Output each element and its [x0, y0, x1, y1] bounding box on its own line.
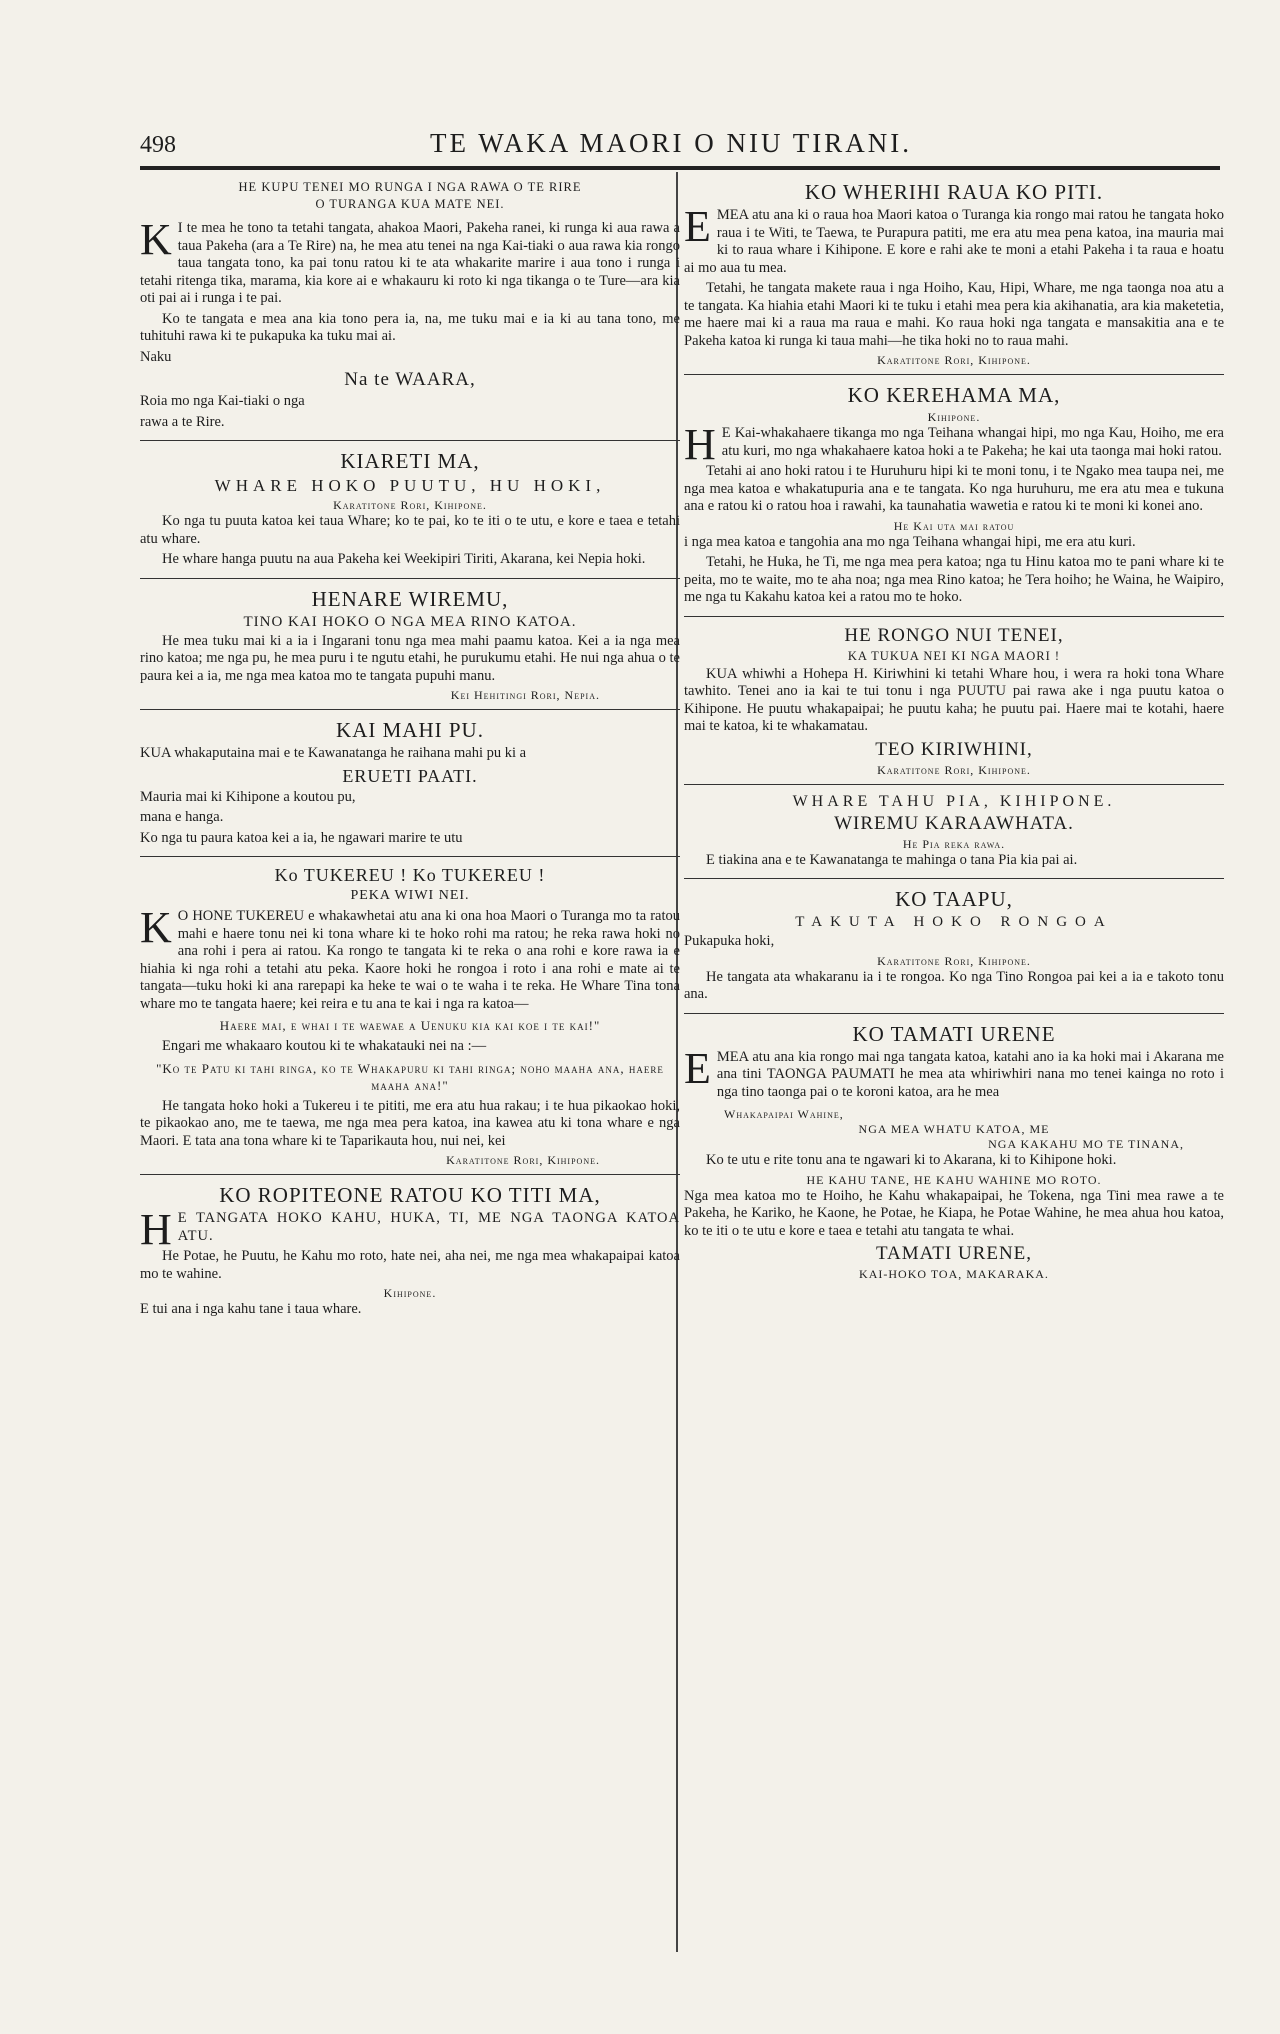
ad-title: KAI MAHI PU.	[336, 718, 484, 742]
ad-henare	[140, 579, 680, 711]
ad-address: Karatitone Rori, Kihipone.	[877, 953, 1031, 968]
ad-rongo	[684, 617, 1224, 785]
ad-paragraph: KUA whakaputaina mai e te Kawanatanga he raihana mahi pu ki a	[140, 745, 527, 761]
ad-kaimahi	[140, 710, 680, 857]
signature-name: Na te WAARA,	[344, 369, 476, 390]
notice-kupu	[140, 172, 680, 441]
ad-paragraph: Engari me whakaaro koutou ki te whakatauki nei na :—	[162, 1038, 487, 1054]
ad-subtitle: E TANGATA HOKO KAHU, HUKA, TI, ME NGA TAONGA KATOA ATU.	[177, 1210, 680, 1244]
ad-subhead: HE KAHU TANE, HE KAHU WAHINE MO ROTO.	[806, 1172, 1102, 1187]
ad-subtitle: KA TUKUA NEI KI NGA MAORI !	[847, 648, 1061, 663]
notice-paragraph: Ko te tangata e mea ana kia tono pera ia, na, me tuku mai e ia ki au tana tono, me tuhituhi rawa ki te pukapuka ka tuku mai ai.	[140, 310, 680, 344]
ad-address: Kihipone.	[927, 410, 981, 424]
ad-kiareti	[140, 441, 680, 579]
ad-subtitle: PEKA WIWI NEI.	[350, 888, 470, 903]
ad-title: KO KEREHAMA MA,	[847, 383, 1061, 407]
ad-address: KAI-HOKO TOA, MAKARAKA.	[859, 1267, 1049, 1281]
header-rule	[140, 166, 1220, 170]
ad-quote: Haere mai, e whai i te waewae a Uenuku kia kai koe i te kai!"	[219, 1018, 601, 1033]
ad-paragraph: Ko nga tu paura katoa kei a ia, he ngawari marire te utu	[140, 829, 463, 846]
ad-name: WIREMU KARAAWHATA.	[834, 812, 1074, 834]
ad-paragraph: E tui ana i nga kahu tane i taua whare.	[140, 1301, 362, 1317]
ad-paragraph: He Potae, he Puutu, he Kahu mo roto, hate nei, aha nei, me nga mea whakapaipai katoa mo te wahine.	[140, 1248, 680, 1282]
ad-paragraph: Nga mea katoa mo te Hoiho, he Kahu whakapaipai, he Tokena, nga Tini mea rawe a te Pakeha, he Kariko, he Kaone, he Potae, he Kiapa, he Potae Wahine, he mea ahua hou katoa, ko te iti o te utu e kore e taea e tetahi atu tangata te whai.	[684, 1187, 1224, 1239]
ad-paragraph: MEA atu ana ki o raua hoa Maori katoa o Turanga kia rongo mai ratou he tangata hoko raua i te Witi, te Taewa, te Purapura patiti, me era atu mea pena katoa, ina mauria mai ki to raua whare i Kihipone. E kore e rahi ake te moni a etahi Pakeha i ta raua e hoatu ai mo aua tu mea.	[684, 207, 1224, 276]
ad-subtitle: TAKUTA HOKO RONGOA	[795, 914, 1113, 930]
ad-paragraph: O HONE TUKEREU e whakawhetai atu ana ki ona hoa Maori o Turanga mo ta ratou mahi e haere tonu nei ki tona whare ki te hoko rohi ma ratou; he reka rawa hoki no ana rohi i pera ai ratou. Ka rongo te tangata ki te reka o ana rohi e kore rawa ia e hiahia ki nga rohi a tetahi atu peka. Kaore hoki he rongoa i roto i ana rohi e mate ai te tangata—tuku hoki ki ana rarepapi ka heke te wai o te waha i te reka. He Whare Tina tona whare mo te tangata haere; kei reira e tu ana te kai i nga ra katoa—	[140, 908, 680, 1012]
ad-title: KO ROPITEONE RATOU KO TITI MA,	[219, 1183, 601, 1207]
ad-subtitle: WHARE HOKO PUUTU, HU HOKI,	[214, 476, 606, 495]
notice-paragraph: I te mea he tono ta tetahi tangata, ahakoa Maori, Pakeha ranei, ki runga ki aua rawa a taua Pakeha (ara a Te Rire) na, he mea atu tenei na nga Kai-tiaki o aua rawa kia rongo taua tangata tono, ka pai tonu ratou ki te ata whakarite marire i aua tono i runga i tetahi ritenga tika, marama, kia kore ai e whakauru ki roto ki nga tikanga o te Ture—ara kia oti pai ai i runga i te pai.	[140, 220, 680, 306]
ad-title: HE RONGO NUI TENEI,	[844, 624, 1064, 646]
ad-paragraph: E tiakina ana e te Kawanatanga te mahinga o tana Pia kia pai ai.	[706, 851, 1078, 868]
page-header	[140, 128, 1220, 164]
ad-address: Karatitone Rori, Kihipone.	[333, 498, 487, 512]
ad-subhead: He Pia reka rawa.	[902, 836, 1006, 851]
ad-wherihi	[684, 172, 1224, 375]
ad-paragraph: E Kai-whakahaere tikanga mo nga Teihana whangai hipi, mo nga Kau, Hoiho, me era atu kuri, mo nga whakahaere katoa hoki a te Pakeha; he kai uta taonga mai hoki ratou.	[721, 425, 1224, 459]
ad-list-item: Whakapaipai Wahine,	[724, 1107, 844, 1121]
ad-paragraph: Ko te utu e rite tonu ana te ngawari ki to Akarana, ki to Kihipone hoki.	[706, 1152, 1117, 1168]
ad-paragraph: Tetahi ai ano hoki ratou i te Huruhuru hipi ki te moni tonu, i te Ngako mea taupa nei, me nga mea katoa e whakatupuria ana e te tangata. Ko nga huruhuru, me era atu mea e tukuna ana e ratou ki o ratou hoa i rawahi, ka taunahatia wawetia e ratou ki te moni ki konei ano.	[684, 463, 1224, 514]
drop-cap: K	[140, 903, 172, 952]
signature-role: rawa a te Rire.	[140, 413, 225, 430]
left-column	[140, 172, 680, 1326]
ad-list-item: NGA KAKAHU MO TE TINANA,	[988, 1137, 1184, 1151]
ad-address: Karatitone Rori, Kihipone.	[446, 1153, 600, 1167]
ad-address: Karatitone Rori, Kihipone.	[877, 762, 1031, 777]
ad-tukereu	[140, 857, 680, 1175]
ad-title: KO TAMATI URENE	[852, 1021, 1056, 1046]
ad-quote: "Ko te Patu ki tahi ringa, ko te Whakapuru ki tahi ringa; noho maaha ana, haere maaha ana!"	[156, 1060, 664, 1093]
notice-title: HE KUPU TENEI MO RUNGA I NGA RAWA O TE RIRE	[238, 180, 582, 194]
ad-paragraph: He whare hanga puutu na aua Pakeha kei Weekipiri Tiriti, Akarana, kei Nepia hoki.	[162, 551, 646, 567]
ad-subtitle: TINO KAI HOKO O NGA MEA RINO KATOA.	[243, 613, 577, 630]
ad-paragraph: He mea tuku mai ki a ia i Ingarani tonu nga mea mahi paamu katoa. Kei a ia nga mea rino katoa; me nga pu, he mea puru i te ngutu etahi, he purukumu etahi. He nui nga ahua o te paura kei a ia, me nga mea katoa mo te tangata pupuhi manu.	[140, 632, 680, 684]
page-number: 498	[140, 132, 176, 158]
ad-name: TEO KIRIWHINI,	[875, 738, 1033, 760]
ad-paragraph: Ko nga tu puuta katoa kei taua Whare; ko te pai, ko te iti o te utu, e kore e taea e tetahi atu whare.	[140, 513, 680, 547]
ad-name: ERUETI PAATI.	[342, 765, 478, 786]
ad-name: TAMATI URENE,	[875, 1243, 1033, 1264]
ad-title: Ko TUKEREU ! Ko TUKEREU !	[274, 865, 546, 885]
ad-title: WHARE TAHU PIA, KIHIPONE.	[792, 792, 1116, 810]
ad-paragraph: He tangata ata whakaranu ia i te rongoa. Ko nga Tino Rongoa pai kei a ia e takoto tonu ana.	[684, 968, 1224, 1002]
drop-cap: E	[684, 1043, 711, 1093]
signature-role: Roia mo nga Kai-tiaki o nga	[140, 393, 305, 409]
ad-tamati	[684, 1014, 1224, 1287]
right-column	[684, 172, 1224, 1286]
ad-line: mana e hanga.	[140, 809, 224, 825]
drop-cap: E	[684, 202, 711, 251]
ad-kerehama	[684, 375, 1224, 617]
ad-list-item: NGA MEA WHATU KATOA, ME	[858, 1122, 1050, 1136]
ad-line: Pukapuka hoki,	[684, 933, 775, 949]
ad-title: KIARETI MA,	[340, 449, 480, 473]
ad-title: KO WHERIHI RAUA KO PITI.	[804, 180, 1104, 204]
notice-subtitle: O TURANGA KUA MATE NEI.	[315, 197, 505, 211]
ad-paragraph: MEA atu ana kia rongo mai nga tangata katoa, katahi ano ia ka hoki mai i Akarana me ana tini TAONGA PAUMATI he mea ata whiriwhiri nana mo tenei kainga no roto i nga tino taonga pai o te koroni katoa, ara he mea	[716, 1048, 1224, 1100]
ad-address: Kei Hehitingi Rori, Nepia.	[450, 688, 600, 702]
drop-cap: K	[140, 215, 172, 264]
ad-paragraph: KUA whiwhi a Hohepa H. Kiriwhini ki tetahi Whare hou, i wera ra hoki tona Whare tawhito. Tenei ano ia kai te tui tonu i nga PUUTU pai rawa ake i nga puutu katoa o Kihipone. He puutu whakapaipai; he puutu kaha; he puutu pai. Haere mai te kotahi, haere mai te katoa, ki te whakamatau.	[684, 665, 1224, 734]
ad-subhead: He Kai uta mai ratou	[893, 518, 1015, 533]
ad-paragraph: Tetahi, he tangata makete raua i nga Hoiho, Kau, Hipi, Whare, me nga taonga noa atu a te tangata. Ka hiahia etahi Maori ki te tuku i etahi mea pera kia akihanatia, ara kia maketetia, me haere mai ki a raua ma raua e mahi. Ko raua hoki nga tangata e mansakitia ana e te Pakeha katoa ki runga ki taua mahi—he tika hoki no to raua mahi.	[684, 280, 1224, 349]
ad-tahupia	[684, 785, 1224, 880]
ad-ropiteone	[140, 1175, 680, 1326]
ad-address: Kihipone.	[383, 1286, 437, 1300]
ad-address: Karatitone Rori, Kihipone.	[877, 353, 1031, 367]
ad-paragraph: Tetahi, he Huka, he Ti, me nga mea pera katoa; nga tu Hinu katoa mo te pani whare ki te peita, mo te waite, mo te aha noa; nga mea Rino katoa; he Tera hoiho; he Waina, he Waipiro, me nga tu Kakahu katoa kei a ratou mo te hoko.	[684, 554, 1224, 605]
ad-paragraph: He tangata hoko hoki a Tukereu i te pititi, me era atu hua rakau; i te hua pikaokao hoki, te pikaokao ano, me te taewa, me nga mea pera katoa, ina kawea atu ki tona whare e nga Maori. E tata ana tona whare ki te Taparikauta hou, nui nei, kei	[140, 1097, 680, 1149]
ad-title: HENARE WIREMU,	[311, 586, 509, 611]
signature-prefix: Naku	[140, 348, 172, 365]
drop-cap: H	[140, 1205, 172, 1254]
ad-paragraph: i nga mea katoa e tangohia ana mo nga Teihana whangai hipi, me era atu kuri.	[684, 533, 1136, 550]
ad-taapu	[684, 879, 1224, 1014]
drop-cap: H	[684, 420, 716, 469]
ad-title: KO TAAPU,	[895, 887, 1013, 911]
ad-line: Mauria mai ki Kihipone a koutou pu,	[140, 788, 356, 805]
masthead-title: TE WAKA MAORI O NIU TIRANI.	[430, 128, 912, 158]
